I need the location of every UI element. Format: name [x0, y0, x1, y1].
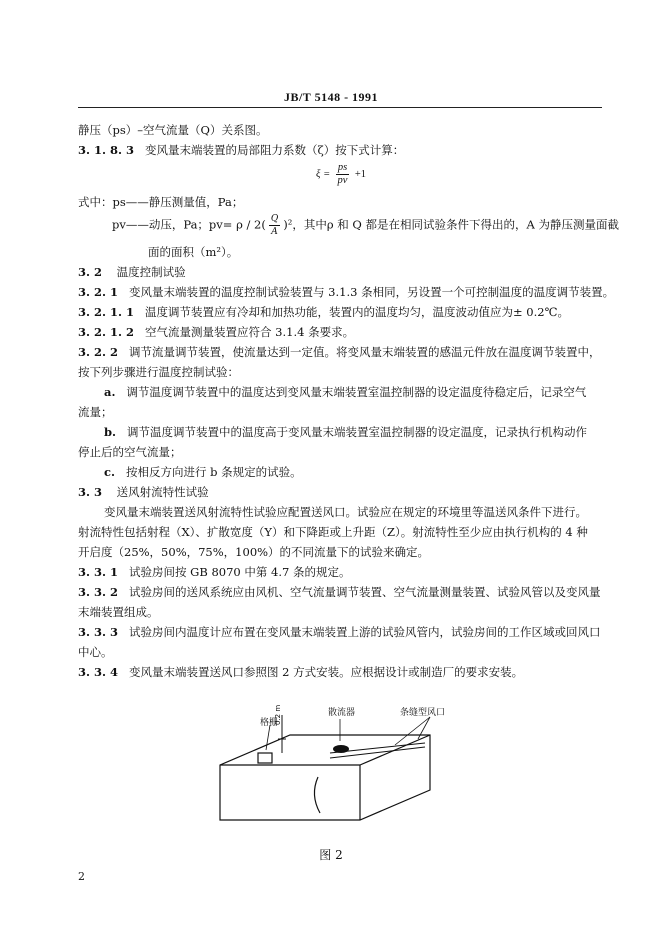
inline-frac-den: A	[271, 227, 278, 237]
section-title: 温度控制试验	[116, 265, 186, 279]
formula-denominator: pv	[337, 175, 348, 186]
formula-zeta	[316, 162, 366, 187]
clause-3183	[78, 140, 602, 160]
clause-3-3-1	[78, 562, 602, 582]
text-line: 末端装置组成。	[78, 605, 159, 619]
clause-text: 温度调节装置应有冷却和加热功能，装置内的温度均匀，温度波动值应为± 0.2℃。	[145, 305, 569, 319]
item-text: 按相反方向进行 b 条规定的试验。	[125, 465, 302, 479]
clause-number: 3. 3. 4	[78, 665, 119, 679]
text-line: 静压（ps）–空气流量（Q）关系图。	[78, 123, 268, 137]
grille-icon	[258, 753, 272, 763]
text-line: 变风量末端装置送风射流特性试验应配置送风口。试验应在规定的环境里等温送风条件下进行。	[104, 505, 587, 519]
formula-lhs: ξ =	[316, 168, 331, 180]
item-text: 调节温度调节装置中的温度达到变风量末端装置室温控制器的设定温度待稳定后，记录空气	[126, 385, 587, 399]
text-line: 按下列步骤进行温度控制试验：	[78, 365, 239, 379]
item-label: c.	[104, 465, 116, 479]
clause-number: 3. 2. 2	[78, 345, 119, 359]
clause-text: 变风量末端装置送风口参照图 2 方式安装。应根据设计或制造厂的要求安装。	[129, 665, 524, 679]
definition-part: pv——动压，Pa；pv= ρ / 2(	[112, 217, 266, 232]
section-number: 3. 2	[78, 265, 103, 279]
text-line: 式中：ps——静压测量值，Pa；	[78, 195, 244, 209]
leader-line	[266, 725, 270, 750]
clause-text: 变风量末端装置的局部阻力系数（ζ）按下式计算：	[145, 143, 405, 157]
item-b	[104, 422, 628, 442]
clause-3-3-2	[78, 582, 602, 602]
clause-text: 空气流量测量装置应符合 3.1.4 条要求。	[145, 325, 355, 339]
item-c	[104, 462, 628, 482]
definition-line	[112, 213, 619, 238]
page-header: JB/T 5148 - 1991	[283, 90, 379, 104]
text-line: 射流特性包括射程（X）、扩散宽度（Y）和下降距或上升距（Z）。射流特性至少应由执行机构的 4 种	[78, 525, 588, 539]
text-line: 停止后的空气流量；	[78, 445, 182, 459]
formula-rhs: +1	[354, 168, 366, 180]
section-3-2	[78, 262, 602, 282]
item-label: a.	[104, 385, 116, 399]
clause-3-3-4	[78, 662, 602, 682]
formula-fraction	[336, 162, 349, 187]
clause-3-2-1-2	[78, 322, 602, 342]
diffuser-icon	[333, 745, 349, 753]
item-a	[104, 382, 628, 402]
leader-line	[395, 717, 430, 745]
clause-text: 试验房间内温度计应布置在变风量末端装置上游的试验风管内，试验房间的工作区域或回风口	[129, 625, 601, 639]
clause-3-2-1	[78, 282, 615, 302]
clause-number: 3. 2. 1. 2	[78, 325, 135, 339]
label-diffuser: 散流器	[328, 708, 356, 718]
text-line: 面的面积（m²）。	[148, 245, 239, 259]
page-number: 2	[78, 870, 85, 883]
clause-number: 3. 1. 8. 3	[78, 143, 135, 157]
label-grille: 格栅	[260, 718, 279, 728]
figure-caption: 图 2	[319, 848, 343, 862]
text-line: 开启度（25%，50%，75%，100%）的不同流量下的试验来确定。	[78, 545, 430, 559]
section-3-3	[78, 482, 602, 502]
header-rule	[78, 107, 602, 108]
inline-frac-num: Q	[270, 214, 279, 224]
label-slot-diffuser: 条缝型风口	[400, 708, 446, 718]
figure-2-diagram	[200, 695, 460, 835]
clause-number: 3. 2. 1. 1	[78, 305, 135, 319]
label-dimension: 0.2 m	[274, 704, 282, 725]
clause-number: 3. 3. 2	[78, 585, 119, 599]
definition-part: )²，其中ρ 和 Q 都是在相同试验条件下得出的，A 为静压测量面截	[283, 217, 619, 232]
clause-number: 3. 3. 3	[78, 625, 119, 639]
clause-text: 试验房间的送风系统应由风机、空气流量调节装置、空气流量测量装置、试验风管以及变风量	[129, 585, 601, 599]
clause-number: 3. 2. 1	[78, 285, 119, 299]
item-text: 调节温度调节装置中的温度高于变风量末端装置室温控制器的设定温度，记录执行机构动作	[127, 425, 588, 439]
inline-fraction	[269, 213, 280, 238]
clause-3-2-2	[78, 342, 602, 362]
clause-3-2-1-1	[78, 302, 602, 322]
section-number: 3. 3	[78, 485, 103, 499]
clause-text: 调节流量调节装置，使流量达到一定值。将变风量末端装置的感温元件放在温度调节装置中，	[129, 345, 601, 359]
text-line: 中心。	[78, 645, 113, 659]
formula-numerator: ps	[337, 162, 348, 173]
clause-text: 变风量末端装置的温度控制试验装置与 3.1.3 条相同，另设置一个可控制温度的温度调节装置。	[129, 285, 615, 299]
section-title: 送风射流特性试验	[116, 485, 209, 499]
clause-3-3-3	[78, 622, 602, 642]
clause-number: 3. 3. 1	[78, 565, 119, 579]
duct-curve	[314, 777, 320, 813]
ceiling-box-outline	[220, 735, 430, 820]
item-label: b.	[104, 425, 117, 439]
text-line: 流量；	[78, 405, 113, 419]
clause-text: 试验房间按 GB 8070 中第 4.7 条的规定。	[129, 565, 351, 579]
